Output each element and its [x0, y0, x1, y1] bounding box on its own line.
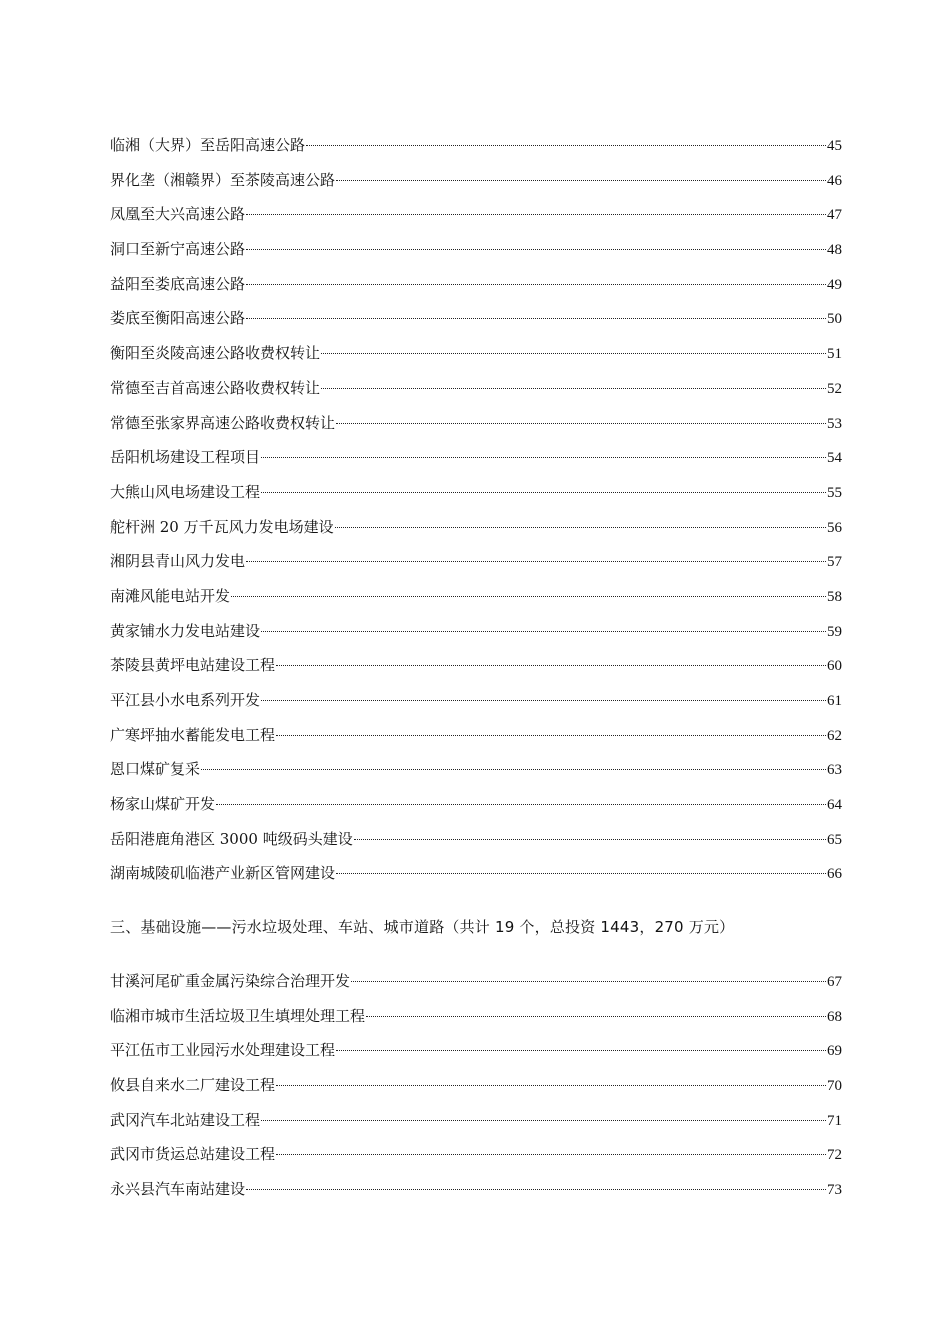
toc-entry-page-number: 48	[827, 242, 842, 259]
toc-entry[interactable]	[110, 1137, 842, 1172]
toc-entry-title: 常德至张家界高速公路收费权转让	[110, 413, 336, 432]
dot-leader	[261, 1120, 826, 1121]
toc-entry[interactable]	[110, 1172, 842, 1207]
dot-leader	[336, 873, 826, 874]
dot-leader	[261, 457, 826, 458]
section-heading: 三、基础设施——污水垃圾处理、车站、城市道路（共计 19 个，总投资 1443，270 万元）	[110, 918, 735, 937]
toc-entry-title: 杨家山煤矿开发	[110, 795, 216, 814]
dot-leader	[261, 631, 826, 632]
toc-entry-title: 南滩风能电站开发	[110, 586, 231, 605]
toc-entry-title: 衡阳至炎陵高速公路收费权转让	[110, 344, 321, 363]
toc-entry-title: 永兴县汽车南站建设	[110, 1179, 246, 1198]
toc-entry[interactable]	[110, 579, 842, 614]
toc-entry-page-number: 52	[827, 380, 842, 397]
toc-entry-page-number: 70	[827, 1077, 842, 1094]
toc-entry-page-number: 68	[827, 1008, 842, 1025]
toc-entry-title: 常德至吉首高速公路收费权转让	[110, 378, 321, 397]
toc-entry-title: 岳阳港鹿角港区 3000 吨级码头建设	[110, 829, 353, 848]
toc-entry-page-number: 73	[827, 1181, 842, 1198]
dot-leader	[335, 527, 826, 528]
toc-entry-title: 平江县小水电系列开发	[110, 691, 261, 709]
toc-entry-title: 黄家铺水力发电站建设	[110, 621, 261, 640]
toc-entry[interactable]	[110, 822, 842, 857]
toc-entry[interactable]	[110, 371, 842, 406]
dot-leader	[216, 804, 826, 805]
toc-entry-title: 广寒坪抽水蓄能发电工程	[110, 725, 276, 744]
toc-entry[interactable]	[110, 197, 842, 232]
dot-leader	[246, 318, 826, 319]
dot-leader	[276, 665, 826, 666]
toc-entry-page-number: 71	[827, 1112, 842, 1129]
toc-entry-title: 大熊山风电场建设工程	[110, 482, 261, 501]
toc-entry-title: 界化垄（湘赣界）至茶陵高速公路	[110, 170, 336, 189]
toc-entry-page-number: 69	[827, 1043, 842, 1060]
toc-entry-page-number: 51	[827, 346, 842, 363]
toc-entry-title: 临湘（大界）至岳阳高速公路	[110, 136, 306, 154]
dot-leader	[276, 1085, 826, 1086]
toc-entry-page-number: 60	[827, 658, 842, 675]
toc-entry-page-number: 65	[827, 831, 842, 848]
toc-entry[interactable]	[110, 475, 842, 510]
toc-entry[interactable]	[110, 232, 842, 267]
dot-leader	[366, 1016, 826, 1017]
toc-entry-page-number: 58	[827, 588, 842, 605]
toc-entry-title: 凤凰至大兴高速公路	[110, 205, 246, 224]
dot-leader	[351, 981, 826, 982]
toc-entry-page-number: 55	[827, 484, 842, 501]
toc-group-infrastructure	[110, 964, 842, 1207]
toc-entry[interactable]	[110, 752, 842, 787]
toc-entry[interactable]	[110, 683, 842, 718]
toc-entry[interactable]	[110, 406, 842, 441]
toc-entry-title: 洞口至新宁高速公路	[110, 240, 246, 259]
toc-entry[interactable]	[110, 267, 842, 302]
toc-entry-page-number: 50	[827, 311, 842, 328]
toc-entry[interactable]	[110, 1068, 842, 1103]
toc-entry[interactable]	[110, 1033, 842, 1068]
toc-entry-title: 娄底至衡阳高速公路	[110, 309, 246, 328]
toc-entry-page-number: 54	[827, 450, 842, 467]
toc-entry-title: 湘阴县青山风力发电	[110, 552, 246, 571]
dot-leader	[246, 284, 826, 285]
toc-entry-title: 平江伍市工业园污水处理建设工程	[110, 1041, 336, 1060]
toc-entry-page-number: 64	[827, 797, 842, 814]
dot-leader	[246, 561, 826, 562]
toc-entry[interactable]	[110, 964, 842, 999]
toc-entry-title: 攸县自来水二厂建设工程	[110, 1075, 276, 1094]
toc-entry-title: 恩口煤矿复采	[110, 760, 201, 779]
toc-entry-page-number: 56	[827, 519, 842, 536]
dot-leader	[246, 249, 826, 250]
toc-entry[interactable]	[110, 544, 842, 579]
toc-entry-title: 甘溪河尾矿重金属污染综合治理开发	[110, 971, 351, 990]
dot-leader	[354, 839, 826, 840]
toc-entry[interactable]	[110, 718, 842, 753]
toc-entry-title: 茶陵县黄坪电站建设工程	[110, 656, 276, 675]
toc-entry[interactable]	[110, 787, 842, 822]
toc-group-transport-energy	[110, 128, 842, 891]
toc-entry-page-number: 47	[827, 207, 842, 224]
toc-entry-title: 益阳至娄底高速公路	[110, 274, 246, 293]
dot-leader	[306, 145, 826, 146]
toc-entry[interactable]	[110, 128, 842, 163]
toc-entry-page-number: 62	[827, 727, 842, 744]
toc-entry[interactable]	[110, 301, 842, 336]
dot-leader	[336, 180, 826, 181]
toc-entry-page-number: 66	[827, 866, 842, 883]
toc-entry-page-number: 72	[827, 1147, 842, 1164]
dot-leader	[201, 769, 826, 770]
toc-entry-title: 武冈市货运总站建设工程	[110, 1145, 276, 1164]
toc-entry[interactable]	[110, 440, 842, 475]
toc-entry-title: 湖南城陵矶临港产业新区管网建设	[110, 864, 336, 883]
toc-entry[interactable]	[110, 336, 842, 371]
toc-entry[interactable]	[110, 510, 842, 545]
toc-entry-page-number: 63	[827, 762, 842, 779]
toc-entry-page-number: 45	[827, 138, 842, 154]
toc-entry[interactable]	[110, 856, 842, 891]
toc-entry[interactable]	[110, 1103, 842, 1138]
toc-entry-page-number: 57	[827, 554, 842, 571]
dot-leader	[276, 735, 826, 736]
toc-entry-title: 岳阳机场建设工程项目	[110, 448, 261, 467]
dot-leader	[246, 214, 826, 215]
dot-leader	[231, 596, 826, 597]
toc-entry[interactable]	[110, 614, 842, 649]
toc-entry-page-number: 61	[827, 693, 842, 709]
toc-entry-title: 临湘市城市生活垃圾卫生填埋处理工程	[110, 1006, 366, 1025]
toc-entry[interactable]	[110, 648, 842, 683]
dot-leader	[336, 1050, 826, 1051]
toc-entry-title: 舵杆洲 20 万千瓦风力发电场建设	[110, 517, 334, 536]
toc-entry-page-number: 53	[827, 415, 842, 432]
dot-leader	[321, 353, 826, 354]
dot-leader	[276, 1154, 826, 1155]
table-of-contents	[110, 128, 842, 1207]
toc-entry[interactable]	[110, 163, 842, 198]
dot-leader	[336, 423, 826, 424]
toc-entry-page-number: 67	[827, 973, 842, 990]
dot-leader	[261, 700, 826, 701]
toc-entry-page-number: 59	[827, 623, 842, 640]
toc-entry-title: 武冈汽车北站建设工程	[110, 1110, 261, 1129]
dot-leader	[321, 388, 826, 389]
toc-entry[interactable]	[110, 999, 842, 1034]
dot-leader	[246, 1189, 826, 1190]
toc-entry-page-number: 46	[827, 172, 842, 189]
dot-leader	[261, 492, 826, 493]
toc-entry-page-number: 49	[827, 276, 842, 293]
